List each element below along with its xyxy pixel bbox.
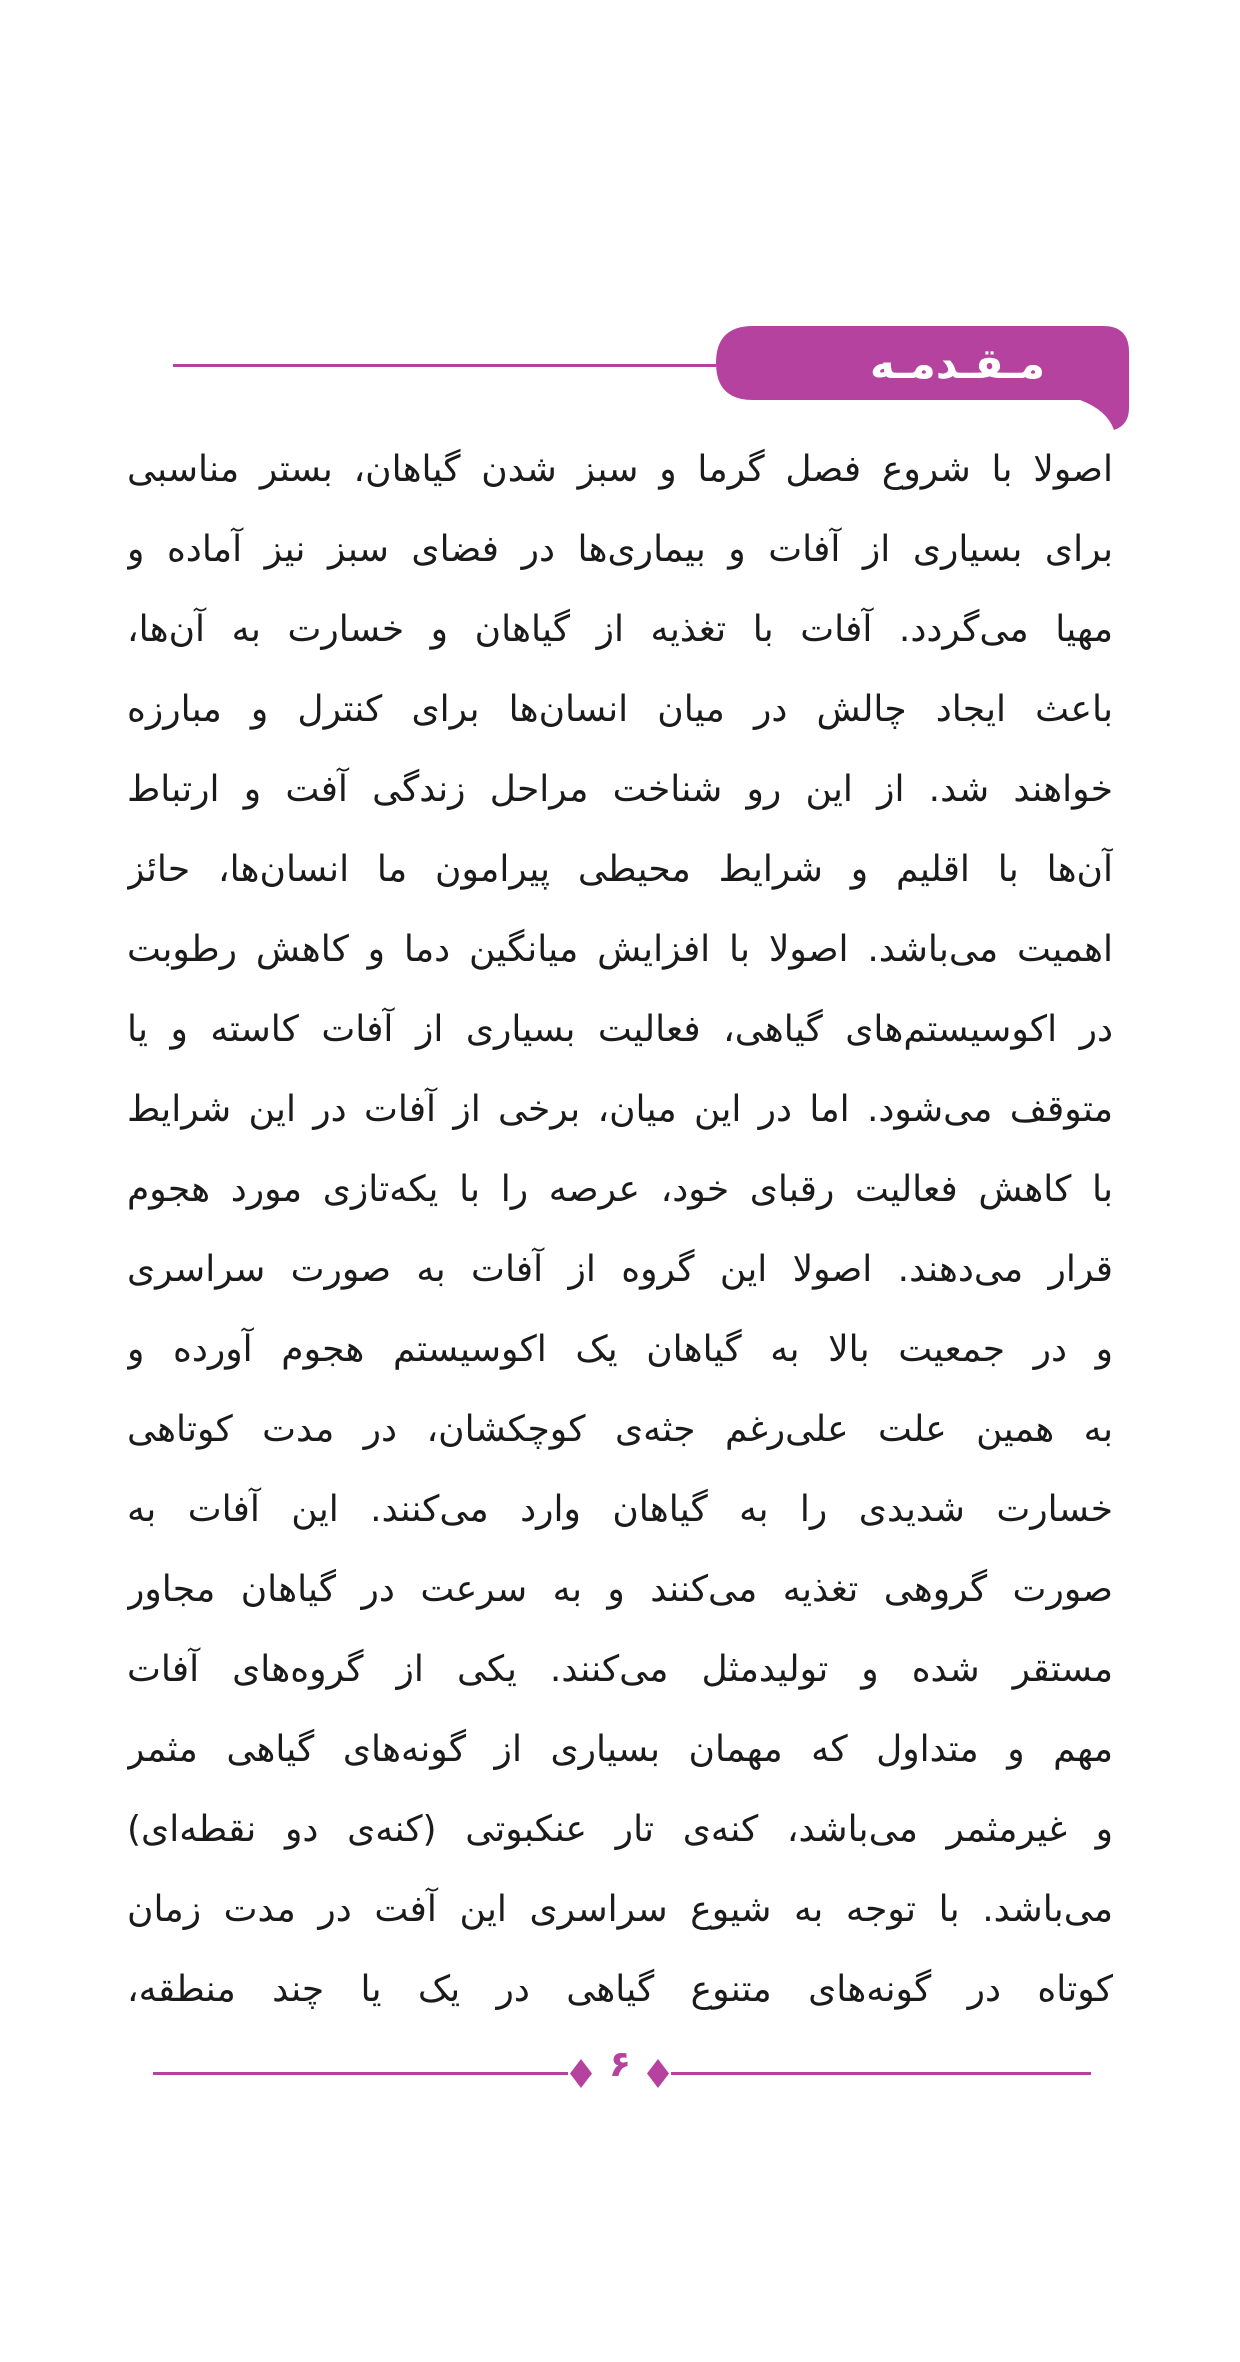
body-line: باعث ایجاد چالش در میان انسان‌ها برای کنترل و مبارزه [127, 689, 1113, 730]
body-line: و غیرمثمر می‌باشد، کنه‌ی تار عنکبوتی (کنه‌ی دو نقطه‌ای) [127, 1809, 1113, 1850]
diamond-icon [647, 2059, 669, 2088]
body-line: قرار می‌دهند. اصولا این گروه از آفات به صورت سراسری [127, 1249, 1113, 1290]
page-number: ۶ [609, 2043, 631, 2085]
body-line: مستقر شده و تولیدمثل می‌کنند. یکی از گروه‌های آفات [127, 1649, 1113, 1690]
footer-rule-left [153, 2072, 568, 2075]
body-line: خسارت شدیدی را به گیاهان وارد می‌کنند. این آفات به [127, 1489, 1113, 1530]
diamond-icon [570, 2059, 592, 2088]
body-line: برای بسیاری از آفات و بیماری‌ها در فضای سبز نیز آماده و [127, 529, 1113, 570]
body-text [127, 430, 1113, 2030]
footer-rule-right [671, 2072, 1091, 2075]
body-line: می‌باشد. با توجه به شیوع سراسری این آفت در مدت زمان [127, 1889, 1113, 1930]
body-line: خواهند شد. از این رو شناخت مراحل زندگی آفت و ارتباط [127, 769, 1113, 810]
header-rule [173, 364, 716, 367]
body-line: اهمیت می‌باشد. اصولا با افزایش میانگین دما و کاهش رطوبت [127, 929, 1113, 970]
body-line: کوتاه در گونه‌های متنوع گیاهی در یک یا چند منطقه، [127, 1969, 1113, 2010]
chapter-title: مـقـدمـه [869, 338, 1046, 388]
body-line: متوقف می‌شود. اما در این میان، برخی از آفات در این شرایط [127, 1089, 1113, 1130]
body-line: مهیا می‌گردد. آفات با تغذیه از گیاهان و خسارت به آن‌ها، [127, 609, 1113, 650]
body-line: اصولا با شروع فصل گرما و سبز شدن گیاهان، بستر مناسبی [127, 449, 1113, 490]
body-line: صورت گروهی تغذیه می‌کنند و به سرعت در گیاهان مجاور [127, 1569, 1113, 1610]
body-line: و در جمعیت بالا به گیاهان یک اکوسیستم هجوم آورده و [127, 1329, 1113, 1370]
body-line: به همین علت علی‌رغم جثه‌ی کوچکشان، در مدت کوتاهی [127, 1409, 1113, 1450]
body-line: آن‌ها با اقلیم و شرایط محیطی پیرامون ما انسان‌ها، حائز [127, 849, 1113, 890]
body-line: با کاهش فعالیت رقبای خود، عرصه را با یکه‌تازی مورد هجوم [127, 1169, 1113, 1210]
body-line: در اکوسیستم‌های گیاهی، فعالیت بسیاری از آفات کاسته و یا [127, 1009, 1113, 1050]
body-line: مهم و متداول که مهمان بسیاری از گونه‌های گیاهی مثمر [127, 1729, 1113, 1770]
